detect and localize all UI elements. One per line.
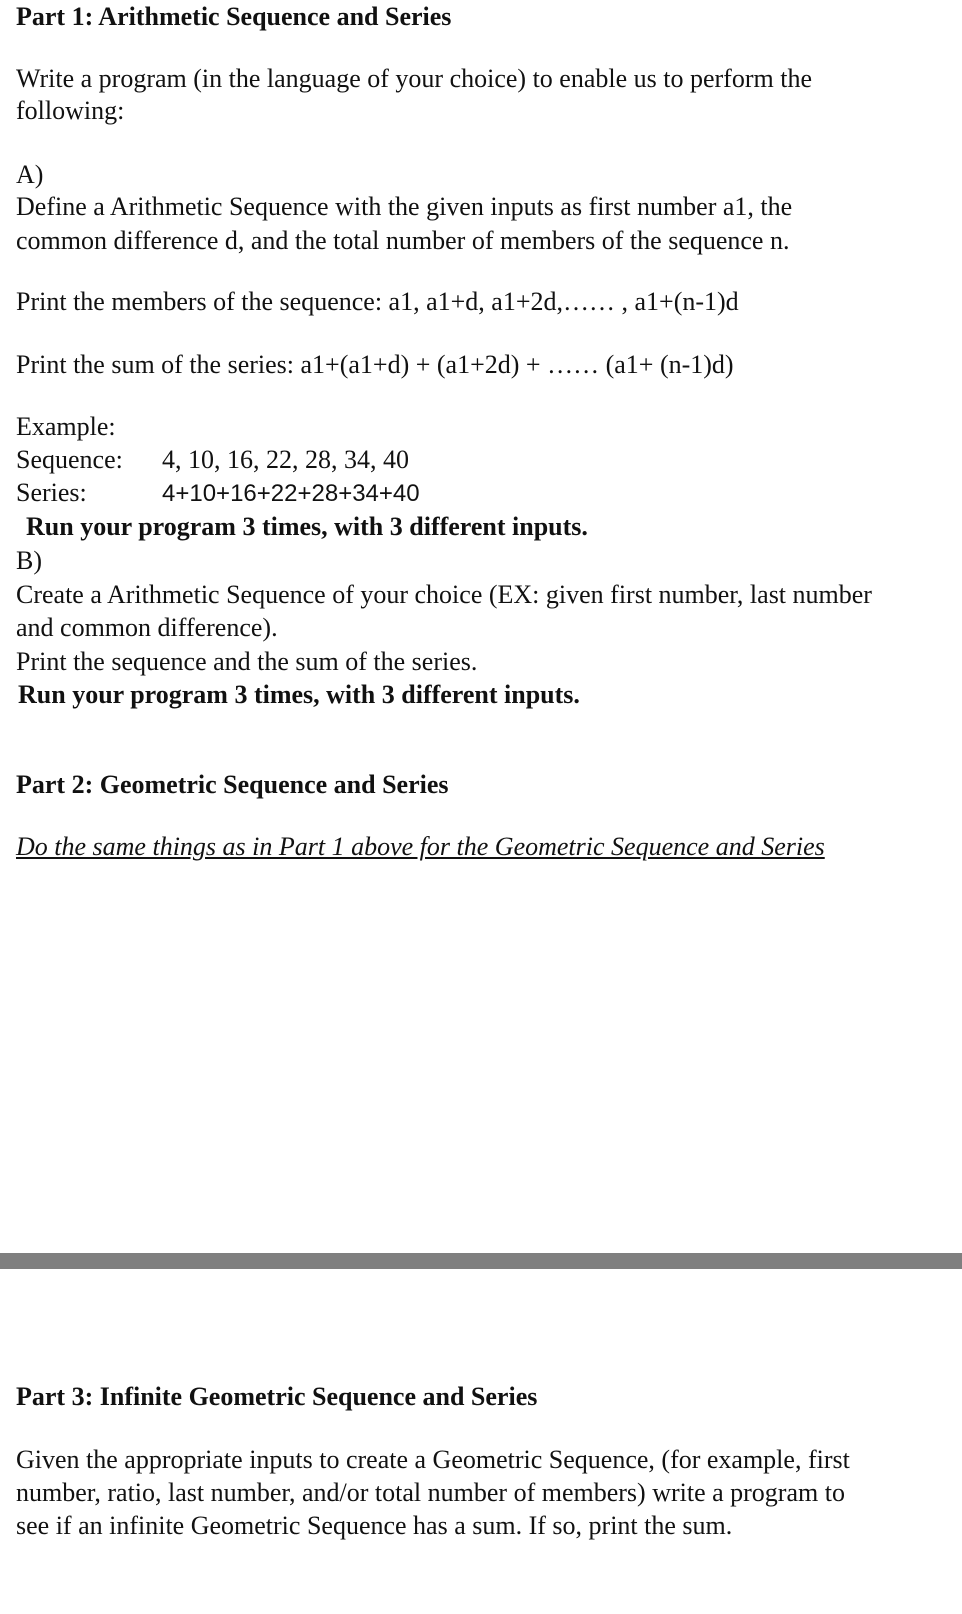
part1-intro-line1: Write a program (in the language of your choice) to enable us to perform the (16, 64, 812, 93)
run-instruction-b: Run your program 3 times, with 3 different inputs. (18, 680, 580, 709)
page-divider (0, 1253, 962, 1269)
print-members-text: Print the members of the sequence: a1, a1+d, a1+2d,…… , a1+(n-1)d (16, 287, 739, 316)
part1-b-label: B) (16, 546, 42, 575)
sequence-value: 4, 10, 16, 22, 28, 34, 40 (162, 445, 409, 474)
print-sum-text: Print the sum of the series: a1+(a1+d) + (a1+2d) + …… (a1+ (n-1)d) (16, 350, 734, 379)
part1-a-label: A) (16, 160, 44, 189)
part1-a-line1: Define a Arithmetic Sequence with the given inputs as first number a1, the (16, 192, 793, 221)
part3-line2: number, ratio, last number, and/or total number of members) write a program to (16, 1478, 845, 1507)
part1-heading: Part 1: Arithmetic Sequence and Series (16, 2, 452, 31)
example-label: Example: (16, 412, 116, 441)
series-label: Series: (16, 478, 87, 507)
part3-line3: see if an infinite Geometric Sequence has a sum. If so, print the sum. (16, 1511, 733, 1540)
part1-b-line3: Print the sequence and the sum of the series. (16, 647, 478, 676)
example-sequence-row (16, 443, 409, 477)
run-instruction-a: Run your program 3 times, with 3 different inputs. (26, 512, 588, 541)
part1-intro-line2: following: (16, 96, 125, 125)
part1-b-line1: Create a Arithmetic Sequence of your choice (EX: given first number, last number (16, 580, 872, 609)
sequence-label: Sequence: (16, 445, 123, 474)
part3-line1: Given the appropriate inputs to create a Geometric Sequence, (for example, first (16, 1445, 850, 1474)
series-value: 4+10+16+22+28+34+40 (162, 480, 420, 507)
part2-heading: Part 2: Geometric Sequence and Series (16, 770, 449, 799)
example-series-row (16, 476, 420, 511)
part1-a-line2: common difference d, and the total number of members of the sequence n. (16, 226, 790, 255)
part1-b-line2: and common difference). (16, 613, 278, 642)
part3-heading: Part 3: Infinite Geometric Sequence and Series (16, 1382, 538, 1411)
part2-instruction: Do the same things as in Part 1 above for the Geometric Sequence and Series (16, 832, 825, 861)
